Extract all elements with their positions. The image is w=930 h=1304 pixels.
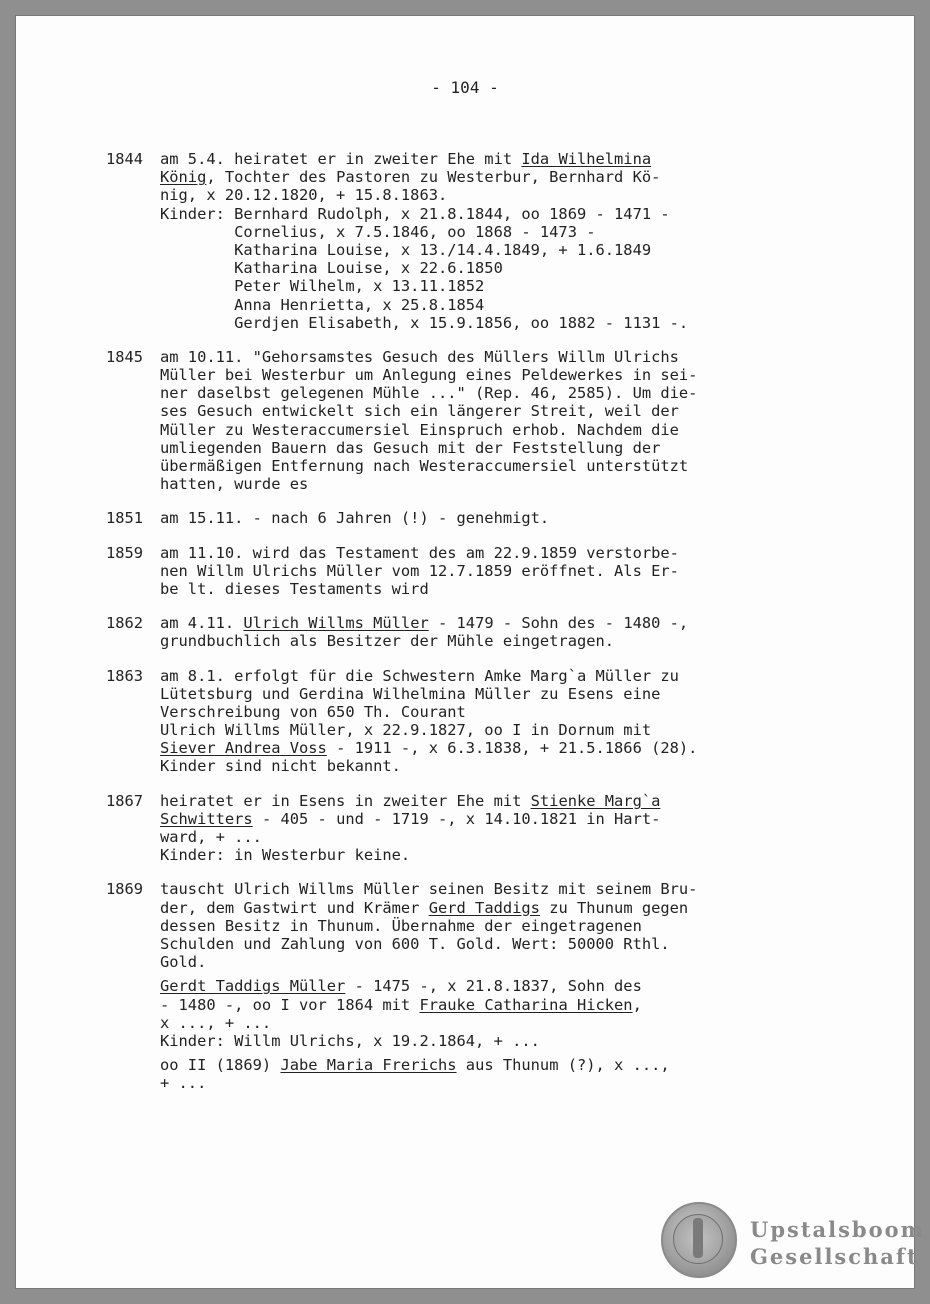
text-run: tauscht Ulrich Willms Müller seinen Besitz mit seinem Bru- <box>160 880 698 899</box>
underlined-name: Frauke Catharina Hicken <box>419 995 633 1014</box>
text-line <box>160 402 826 420</box>
text-line <box>160 792 826 810</box>
text-line <box>160 457 826 475</box>
entry-year: 1845 <box>106 347 144 366</box>
text-line <box>160 259 826 277</box>
text-run: x ..., + ... <box>160 1013 272 1032</box>
entry-year: 1862 <box>106 614 144 633</box>
chronicle-entry <box>106 792 826 865</box>
text-line <box>160 1014 826 1032</box>
text-run: , <box>632 995 642 1014</box>
text-run: nig, x 20.12.1820, + 15.8.1863. <box>160 186 448 205</box>
entry-subparagraph <box>160 977 826 1050</box>
text-line <box>160 348 826 366</box>
text-line <box>160 1056 826 1074</box>
underlined-name: Siever Andrea Voss <box>160 739 327 758</box>
text-run: , Tochter des Pastoren zu Westerbur, Bernhard Kö- <box>206 168 661 187</box>
chronicle-entry <box>106 880 826 1092</box>
entry-year: 1859 <box>106 543 144 562</box>
text-line <box>160 439 826 457</box>
entry-text <box>160 348 826 494</box>
text-run: oo II (1869) <box>160 1056 281 1075</box>
text-run: am 15.11. - nach 6 Jahren (!) - genehmigt. <box>160 509 550 528</box>
entry-text <box>160 667 826 776</box>
text-line <box>160 880 826 898</box>
text-line <box>160 562 826 580</box>
underlined-name: Ulrich Willms Müller <box>243 614 429 633</box>
text-run: be lt. dieses Testaments wird <box>160 579 429 598</box>
text-run: Anna Henrietta, x 25.8.1854 <box>160 295 485 314</box>
society-seal-icon <box>661 1202 737 1278</box>
text-run: Katharina Louise, x 22.6.1850 <box>160 259 503 278</box>
text-line <box>160 150 826 168</box>
text-run: übermäßigen Entfernung nach Westeraccumersiel unterstützt <box>160 457 689 475</box>
text-run: Kinder sind nicht bekannt. <box>160 757 401 776</box>
text-run: Kinder: in Westerbur keine. <box>160 846 411 865</box>
chronicle-entry <box>106 150 826 332</box>
underlined-name: Gerd Taddigs <box>428 898 540 917</box>
text-line <box>160 1074 826 1092</box>
underlined-name: Stienke Marg`a <box>530 791 661 810</box>
text-run: am 11.10. wird das Testament des am 22.9.1859 verstorbe- <box>160 543 679 562</box>
text-run: ward, + ... <box>160 828 262 846</box>
text-run: - 1475 -, x 21.8.1837, Sohn des <box>345 977 642 996</box>
page-number: - 104 - <box>431 78 499 97</box>
text-line <box>160 186 826 204</box>
entry-year: 1851 <box>106 509 144 528</box>
entry-year: 1844 <box>106 150 144 168</box>
text-line <box>160 509 826 527</box>
text-run: zu Thunum gegen <box>539 898 689 917</box>
text-line <box>160 614 826 632</box>
text-line <box>160 703 826 721</box>
text-line <box>160 953 826 971</box>
text-run: Cornelius, x 7.5.1846, oo 1868 - 1473 - <box>160 222 596 241</box>
society-logo-text <box>750 1216 925 1270</box>
entry-subparagraph <box>160 1056 826 1092</box>
text-line <box>160 241 826 259</box>
text-line <box>160 828 826 846</box>
text-line <box>160 205 826 223</box>
text-run: - 405 - und - 1719 -, x 14.10.1821 in Hart- <box>252 809 661 828</box>
text-line <box>160 757 826 775</box>
entry-year: 1867 <box>106 791 144 810</box>
text-line <box>160 685 826 703</box>
text-line <box>160 314 826 332</box>
text-run: - 1911 -, x 6.3.1838, + 21.5.1866 (28). <box>326 739 698 758</box>
text-line <box>160 475 826 493</box>
text-run: am 10.11. "Gehorsamstes Gesuch des Müllers Willm Ulrichs <box>160 347 679 366</box>
text-line <box>160 917 826 935</box>
text-run: nen Willm Ulrichs Müller vom 12.7.1859 eröffnet. Als Er- <box>160 561 679 580</box>
text-run: ses Gesuch entwickelt sich ein längerer Streit, weil der <box>160 402 679 421</box>
logo-line-2: Gesellschaft <box>750 1244 919 1269</box>
chronicle-entry <box>106 348 826 494</box>
text-run: Kinder: Bernhard Rudolph, x 21.8.1844, oo 1869 - 1471 - <box>160 204 670 223</box>
entry-text <box>160 614 826 650</box>
text-line <box>160 384 826 402</box>
text-run: hatten, wurde es <box>160 475 309 494</box>
text-run: Peter Wilhelm, x 13.11.1852 <box>160 277 485 296</box>
logo-line-1: Upstalsboom <box>750 1217 925 1242</box>
text-run: Schulden und Zahlung von 600 T. Gold. Wert: 50000 Rthl. <box>160 934 670 953</box>
text-line <box>160 996 826 1014</box>
text-line <box>160 935 826 953</box>
text-line <box>160 168 826 186</box>
text-run: heiratet er in Esens in zweiter Ehe mit <box>160 791 531 810</box>
underlined-name: Schwitters <box>160 809 253 828</box>
text-line <box>160 366 826 384</box>
text-line <box>160 296 826 314</box>
text-run: Lütetsburg und Gerdina Wilhelmina Müller zu Esens eine <box>160 684 661 703</box>
text-run: Gerdjen Elisabeth, x 15.9.1856, oo 1882 - 1131 -. <box>160 313 689 332</box>
text-line <box>160 810 826 828</box>
text-run: + ... <box>160 1074 207 1093</box>
text-run: aus Thunum (?), x ..., <box>456 1056 670 1075</box>
text-run: Kinder: Willm Ulrichs, x 19.2.1864, + ... <box>160 1031 540 1050</box>
text-run: ner daselbst gelegenen Mühle ..." (Rep. 46, 2585). Um die- <box>160 384 698 403</box>
underlined-name: König <box>160 168 207 187</box>
text-line <box>160 899 826 917</box>
chronicle-entry <box>106 544 826 599</box>
text-line <box>160 667 826 685</box>
text-line <box>160 277 826 295</box>
entry-text <box>160 880 826 1092</box>
text-line <box>160 421 826 439</box>
text-run: Ulrich Willms Müller, x 22.9.1827, oo I in Dornum mit <box>160 721 652 740</box>
text-line <box>160 977 826 995</box>
text-run: - 1480 -, oo I vor 1864 mit <box>160 995 420 1014</box>
text-run: Verschreibung von 650 Th. Courant <box>160 702 466 721</box>
text-line <box>160 721 826 739</box>
text-run: Müller bei Westerbur um Anlegung eines Peldewerkes in sei- <box>160 366 698 385</box>
text-line <box>160 632 826 650</box>
document-page <box>16 16 925 1288</box>
text-run: Gold. <box>160 953 207 972</box>
entry-text <box>160 792 826 865</box>
entry-text <box>160 544 826 599</box>
text-run: Katharina Louise, x 13./14.4.1849, + 1.6.1849 <box>160 240 652 259</box>
text-line <box>160 739 826 757</box>
entry-text <box>160 509 826 527</box>
document-body <box>106 150 826 1108</box>
underlined-name: Ida Wilhelmina <box>521 150 652 168</box>
chronicle-entry <box>106 509 826 527</box>
text-run: umliegenden Bauern das Gesuch mit der Feststellung der <box>160 438 661 457</box>
entry-year: 1863 <box>106 666 144 685</box>
text-line <box>160 223 826 241</box>
chronicle-entry <box>106 614 826 650</box>
text-run: grundbuchlich als Besitzer der Mühle eingetragen. <box>160 632 615 651</box>
text-run: - 1479 - Sohn des - 1480 -, <box>428 614 689 633</box>
entry-year: 1869 <box>106 880 144 899</box>
text-run: der, dem Gastwirt und Krämer <box>160 898 429 917</box>
text-line <box>160 1032 826 1050</box>
text-run: Müller zu Westeraccumersiel Einspruch erhob. Nachdem die <box>160 420 679 439</box>
text-line <box>160 580 826 598</box>
text-run: am 8.1. erfolgt für die Schwestern Amke Marg`a Müller zu <box>160 666 679 685</box>
seal-tree-figure <box>693 1218 703 1258</box>
text-run: am 5.4. heiratet er in zweiter Ehe mit <box>160 150 522 168</box>
underlined-name: Jabe Maria Frerichs <box>280 1056 457 1075</box>
chronicle-entry <box>106 667 826 776</box>
text-run: am 4.11. <box>160 614 244 633</box>
entry-text <box>160 150 826 332</box>
text-run: dessen Besitz in Thunum. Übernahme der eingetragenen <box>160 916 642 935</box>
text-line <box>160 544 826 562</box>
underlined-name: Gerdt Taddigs Müller <box>160 977 346 996</box>
text-line <box>160 846 826 864</box>
